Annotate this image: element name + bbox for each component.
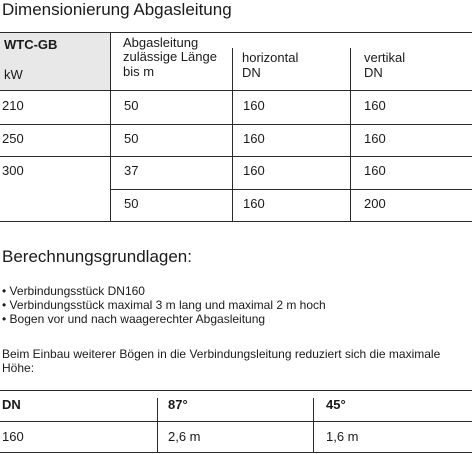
list-item: • Verbindungsstück DN160 [2,284,326,298]
header-vertical: vertikal [364,50,406,65]
header-horizontal-unit: DN [242,65,261,80]
table-rule [0,90,472,91]
column-rule [232,48,233,222]
list-item: • Verbindungsstück maximal 3 m lang und maximal 2 m hoch [2,298,326,312]
list-item: • Bogen vor und nach waagerechter Abgasleitung [2,312,326,326]
bend-reduction-table [0,390,472,454]
table-rule [0,32,472,33]
header-dn: DN [2,397,21,412]
table-cell-horizontal: 160 [243,131,265,146]
table-cell-horizontal: 160 [243,196,265,211]
table-cell-kw: 210 [2,98,24,113]
table-cell-length: 50 [124,98,139,113]
table-cell-kw: 250 [2,131,24,146]
table-rule [0,390,472,391]
table-cell-horizontal: 160 [243,98,265,113]
table-cell-horizontal: 160 [243,163,265,178]
bullet-list [2,284,326,326]
column-rule [313,398,314,453]
table-cell-length: 50 [124,131,139,146]
table-cell-vertical: 160 [364,131,386,146]
explanation-paragraph: Beim Einbau weiterer Bögen in die Verbindungsleitung reduziert sich die maximale Höhe: [2,347,441,375]
header-model: WTC-GB [4,37,58,52]
table-cell-dn: 160 [2,429,24,444]
table-cell-vertical: 160 [364,98,386,113]
header-horizontal: horizontal [242,50,299,65]
table-cell-45: 1,6 m [326,429,359,444]
header-group-label: Abgasleitung [123,35,199,50]
column-rule [157,398,158,453]
table-rule [0,221,472,222]
table-cell-vertical: 160 [364,163,386,178]
header-length: zulässige Länge [123,49,217,64]
table-rule [0,124,472,125]
table-cell-length: 50 [124,196,139,211]
header-vertical-unit: DN [364,65,383,80]
table-cell-vertical: 200 [364,196,386,211]
header-45-degree: 45° [326,397,346,412]
flue-dimension-table [0,32,472,222]
column-rule [350,48,351,222]
table-rule [0,156,472,157]
header-length-unit: bis m [123,64,155,79]
table-rule [0,452,472,453]
column-rule [110,32,111,222]
table-cell-length: 37 [124,163,139,178]
section-heading: Berechnungsgrundlagen: [2,247,192,266]
table-rule [110,189,472,190]
table-cell-kw: 300 [2,163,24,178]
header-unit-kw: kW [4,67,23,82]
page-title: Dimensionierung Abgasleitung [2,0,232,19]
table-cell-87: 2,6 m [168,429,201,444]
header-87-degree: 87° [168,397,188,412]
table-rule [0,421,472,422]
